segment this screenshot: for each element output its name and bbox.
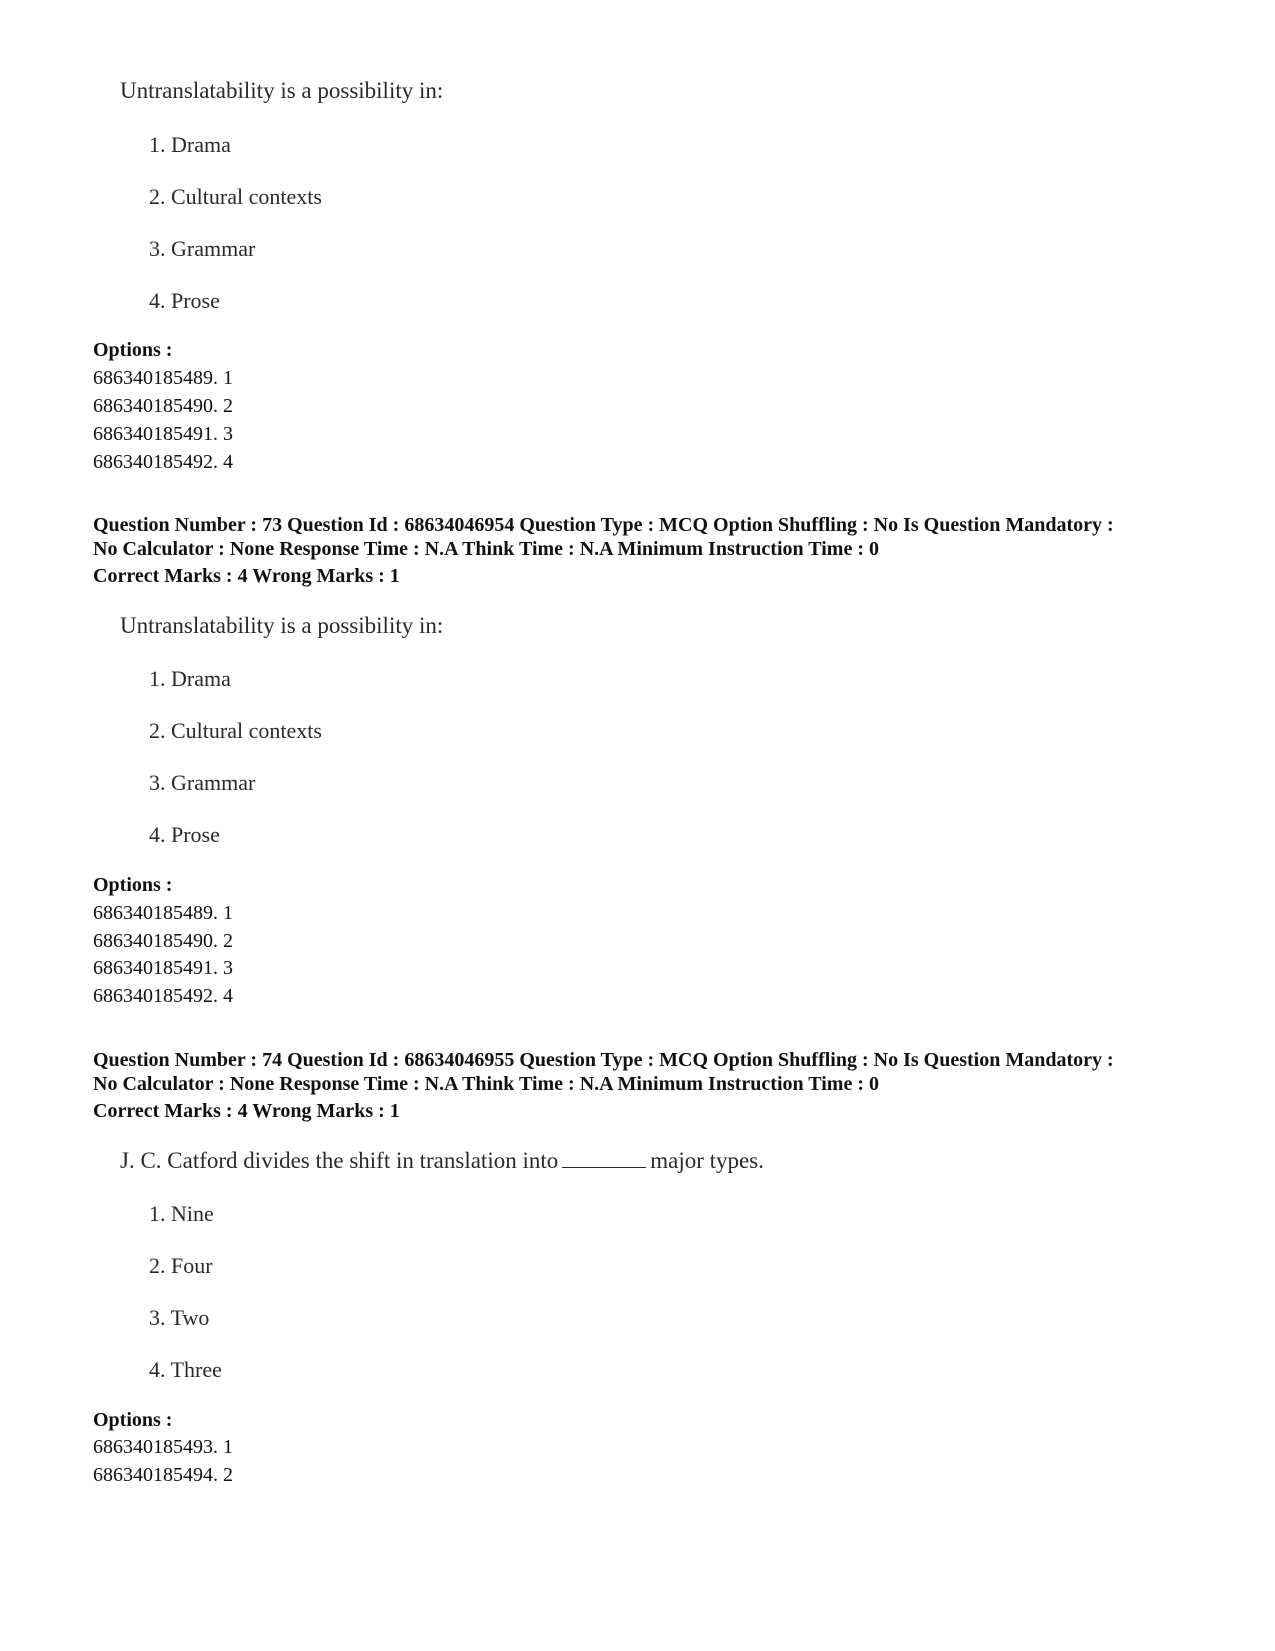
fill-in-blank <box>562 1149 646 1168</box>
option-id: 686340185491. 3 <box>93 423 233 445</box>
answer-choice: 4. Three <box>149 1357 222 1382</box>
answer-choice: 1. Nine <box>149 1201 214 1226</box>
question-meta-line: Question Number : 73 Question Id : 68634046954 Question Type : MCQ Option Shuffling : No Is Question Mandatory : <box>93 514 1114 536</box>
answer-choice: 4. Prose <box>149 288 220 313</box>
answer-choice: 4. Prose <box>149 822 220 847</box>
answer-choice: 3. Grammar <box>149 236 256 261</box>
option-id: 686340185494. 2 <box>93 1464 233 1486</box>
answer-choice: 2. Cultural contexts <box>149 718 322 743</box>
option-id: 686340185493. 1 <box>93 1436 233 1458</box>
answer-choice: 2. Four <box>149 1253 213 1278</box>
answer-choice: 2. Cultural contexts <box>149 184 322 209</box>
options-label: Options : <box>93 339 173 361</box>
question-prompt: Untranslatability is a possibility in: <box>120 613 444 638</box>
question-meta <box>93 1048 1233 1096</box>
question-meta <box>93 513 1233 561</box>
answer-choice: 3. Two <box>149 1305 210 1330</box>
question-meta-line: No Calculator : None Response Time : N.A Think Time : N.A Minimum Instruction Time : 0 <box>93 1073 879 1095</box>
question-meta-line: Question Number : 74 Question Id : 68634046955 Question Type : MCQ Option Shuffling : No Is Question Mandatory : <box>93 1049 1114 1071</box>
question-marks: Correct Marks : 4 Wrong Marks : 1 <box>93 1100 400 1122</box>
prompt-text-after: major types. <box>650 1148 764 1173</box>
option-id: 686340185492. 4 <box>93 985 233 1007</box>
question-marks: Correct Marks : 4 Wrong Marks : 1 <box>93 565 400 587</box>
option-id: 686340185491. 3 <box>93 957 233 979</box>
question-prompt: Untranslatability is a possibility in: <box>120 78 444 103</box>
options-label: Options : <box>93 1409 173 1431</box>
prompt-text-before: J. C. Catford divides the shift in translation into <box>120 1148 559 1173</box>
question-prompt <box>120 1148 764 1174</box>
answer-choice: 3. Grammar <box>149 770 256 795</box>
option-id: 686340185489. 1 <box>93 367 233 389</box>
answer-choice: 1. Drama <box>149 132 231 157</box>
options-label: Options : <box>93 874 173 896</box>
question-meta-line: No Calculator : None Response Time : N.A Think Time : N.A Minimum Instruction Time : 0 <box>93 538 879 560</box>
answer-choice: 1. Drama <box>149 666 231 691</box>
option-id: 686340185492. 4 <box>93 451 233 473</box>
option-id: 686340185489. 1 <box>93 902 233 924</box>
option-id: 686340185490. 2 <box>93 930 233 952</box>
option-id: 686340185490. 2 <box>93 395 233 417</box>
